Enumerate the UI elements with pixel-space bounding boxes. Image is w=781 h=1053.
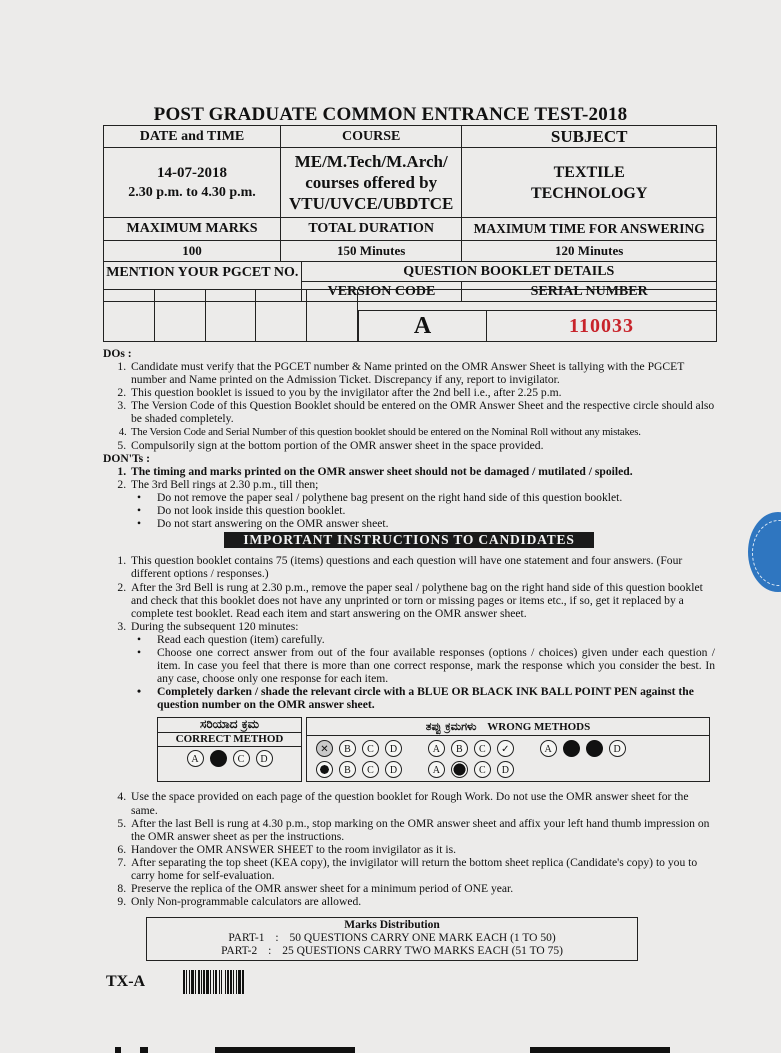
course-cell <box>281 148 462 218</box>
bubble-c-filled <box>586 740 603 757</box>
date-time-cell <box>104 148 281 218</box>
pgcet-digit-box[interactable] <box>306 289 358 342</box>
correct-method-bubbles <box>158 747 301 770</box>
donts-heading: DON'Ts : <box>103 451 150 465</box>
instruction-subitem: • Read each question (item) carefully. <box>155 633 715 646</box>
dos-item: 1. Candidate must verify that the PGCET number & Name printed on the OMR Answer Sheet is tallying with the PGCET number and Name printed on the Admission Ticket. Discrepancy if any, report to invigilator. <box>129 360 715 386</box>
dos-list <box>103 360 715 452</box>
bubble-d: D <box>497 761 514 778</box>
bubble-b-filled <box>210 750 227 767</box>
pgcet-digit-box[interactable] <box>103 289 154 342</box>
bubble-d: D <box>385 761 402 778</box>
dos-item: 4. The Version Code and Serial Number of this question booklet should be entered on the Nominal Roll without any mistakes. <box>129 426 715 439</box>
subject-line-1: TEXTILE <box>553 163 625 181</box>
dos-item: 5. Compulsorily sign at the bottom portion of the OMR answer sheet in the space provided. <box>129 439 715 452</box>
donts-subitem: • Do not start answering on the OMR answer sheet. <box>155 517 715 530</box>
instruction-item: 2. After the 3rd Bell is rung at 2.30 p.m., remove the paper seal / polythene bag on the right hand side of this question booklet and check that this booklet does not have any unprinted or torn or missing pages or items etc., if so, get it replaced by a complete test booklet. Read each item and start answering on the OMR answer sheet. <box>129 581 715 620</box>
instruction-item: 5. After the last Bell is rung at 4.30 p.m., stop marking on the OMR answer sheet and affix your left hand thumb impression on the OMR answer sheet as per the instructions. <box>129 817 715 843</box>
bubble-a-partial <box>316 761 333 778</box>
bubble-b: B <box>339 740 356 757</box>
total-duration-label: TOTAL DURATION <box>281 218 462 241</box>
part-2-label: PART-2 <box>221 945 258 957</box>
bubble-c: C <box>362 740 379 757</box>
correct-method-label: CORRECT METHOD <box>158 733 301 747</box>
bubble-a-crossed: ✕ <box>316 740 333 757</box>
date-time-label: DATE and TIME <box>104 126 281 148</box>
version-code-label: VERSION CODE <box>301 282 462 302</box>
instructions-sublist <box>103 633 715 712</box>
booklet-details-label: QUESTION BOOKLET DETAILS <box>301 262 716 282</box>
donts-subitem: • Do not look inside this question booklet. <box>155 504 715 517</box>
booklet-code: TX-A <box>106 973 146 990</box>
serial-number-value: 110033 <box>569 315 634 337</box>
instruction-item: 7. After separating the top sheet (KEA copy), the invigilator will return the bottom sheet replica (Candidate's copy) to you to carry home for self-evaluation. <box>129 856 715 882</box>
dos-heading: DOs : <box>103 347 132 360</box>
instruction-subitem: • Completely darken / shade the relevant circle with a BLUE OR BLACK INK BALL POINT PEN against the question number on the OMR answer sheet. <box>155 685 715 711</box>
bubble-c: C <box>474 761 491 778</box>
edge-mark <box>115 1047 121 1053</box>
bubble-c: C <box>362 761 379 778</box>
part-1-text: 50 QUESTIONS CARRY ONE MARK EACH (1 TO 50) <box>289 932 556 944</box>
subject-cell <box>462 148 717 218</box>
bubble-a: A <box>187 750 204 767</box>
wrong-methods-row-1 <box>307 736 709 759</box>
pgcet-digit-box[interactable] <box>154 289 205 342</box>
correct-method-kannada: ಸರಿಯಾದ ಕ್ರಮ <box>158 718 301 732</box>
correct-method-box <box>157 717 302 782</box>
subject-line-2: TECHNOLOGY <box>530 184 648 202</box>
important-instructions-banner: IMPORTANT INSTRUCTIONS TO CANDIDATES <box>224 532 594 548</box>
exam-time: 2.30 p.m. to 4.30 p.m. <box>128 184 256 200</box>
max-marks-label: MAXIMUM MARKS <box>104 218 281 241</box>
bubble-c: C <box>233 750 250 767</box>
pgcet-number-boxes <box>103 289 358 342</box>
course-label: COURSE <box>281 126 462 148</box>
pgcet-digit-box[interactable] <box>255 289 306 342</box>
instruction-item: 9. Only Non-programmable calculators are allowed. <box>129 895 715 908</box>
part-2-text: 25 QUESTIONS CARRY TWO MARKS EACH (51 TO 75) <box>282 945 563 957</box>
pgcet-label: MENTION YOUR PGCET NO. <box>104 262 302 302</box>
bubble-b: B <box>451 740 468 757</box>
course-line-1: ME/M.Tech/M.Arch/ <box>294 152 448 171</box>
donts-subitem: • Do not remove the paper seal / polythene bag present on the right hand side of this question booklet. <box>155 491 715 504</box>
exam-title: POST GRADUATE COMMON ENTRANCE TEST-2018 <box>153 104 628 125</box>
instructions-body <box>103 347 715 908</box>
serial-number-cell <box>487 310 717 342</box>
bubble-b-partial <box>451 761 468 778</box>
wrong-methods-header <box>307 718 709 736</box>
marking-methods <box>157 717 715 782</box>
donts-item: 1. The timing and marks printed on the OMR answer sheet should not be damaged / mutilated / spoiled. <box>129 465 715 478</box>
bubble-b-filled <box>563 740 580 757</box>
donts-sublist <box>103 491 715 530</box>
instruction-item: 1. This question booklet contains 75 (items) questions and each question will have one statement and four answers. (Four different options / responses.) <box>129 554 715 580</box>
instructions-list <box>103 554 715 633</box>
max-time-label: MAXIMUM TIME FOR ANSWERING <box>462 218 717 241</box>
max-time-value: 120 Minutes <box>462 241 717 262</box>
exam-details-table <box>103 125 717 302</box>
bubble-a: A <box>428 740 445 757</box>
edge-mark <box>215 1047 355 1053</box>
dos-item: 3. The Version Code of this Question Booklet should be entered on the OMR Answer Sheet and the respective circle should also be shaded completely. <box>129 399 715 425</box>
course-line-2: courses offered by <box>305 173 438 192</box>
max-marks-value: 100 <box>104 241 281 262</box>
serial-number-label: SERIAL NUMBER <box>462 282 717 302</box>
barcode-bar <box>242 970 244 994</box>
donts-list <box>103 465 715 491</box>
pgcet-digit-box[interactable] <box>205 289 256 342</box>
wrong-methods-box <box>306 717 710 782</box>
bubble-a: A <box>540 740 557 757</box>
edge-mark <box>530 1047 670 1053</box>
exam-date: 14-07-2018 <box>157 164 227 181</box>
part-1-label: PART-1 <box>228 932 265 944</box>
barcode <box>183 970 278 994</box>
course-line-3: VTU/UVCE/UBDTCE <box>289 194 454 213</box>
marks-distribution-title: Marks Distribution <box>344 919 440 931</box>
bubble-d: D <box>609 740 626 757</box>
total-duration-value: 150 Minutes <box>281 241 462 262</box>
bubble-c: C <box>474 740 491 757</box>
donts-item: 2. The 3rd Bell rings at 2.30 p.m., till then; <box>129 478 715 491</box>
wrong-methods-kannada: ತಪ್ಪು ಕ್ರಮಗಳು <box>425 720 477 734</box>
marks-part-1: PART-1 : 50 QUESTIONS CARRY ONE MARK EACH (1 TO 50) <box>228 932 556 944</box>
bubble-d-ticked: ✓ <box>497 740 514 757</box>
edge-mark <box>140 1047 148 1053</box>
bubble-b: B <box>339 761 356 778</box>
wrong-methods-label: WRONG METHODS <box>487 721 591 734</box>
instruction-item: 6. Handover the OMR ANSWER SHEET to the room invigilator as it is. <box>129 843 715 856</box>
version-code-value: A <box>358 310 487 342</box>
instruction-item: 4. Use the space provided on each page of the question booklet for Rough Work. Do not use the OMR answer sheet for the same. <box>129 790 715 816</box>
wrong-methods-row-2 <box>307 759 709 781</box>
instruction-subitem: • Choose one correct answer from out of the four available responses (options / choices) given under each question / item. In case you feel that there is more than one correct response, mark the response which you consider the best. In any case, choose only one response for each item. <box>155 646 715 685</box>
instruction-item: 8. Preserve the replica of the OMR answer sheet for a minimum period of ONE year. <box>129 882 715 895</box>
instructions-list-continued <box>103 790 715 908</box>
marks-part-2: PART-2 : 25 QUESTIONS CARRY TWO MARKS EACH (51 TO 75) <box>221 945 563 957</box>
instruction-item: 3. During the subsequent 120 minutes: <box>129 620 715 633</box>
marks-distribution-box <box>146 917 638 961</box>
bubble-d: D <box>385 740 402 757</box>
dos-item: 2. This question booklet is issued to you by the invigilator after the 2nd bell i.e., after 2.25 p.m. <box>129 386 715 399</box>
subject-label: SUBJECT <box>462 126 717 148</box>
bubble-d: D <box>256 750 273 767</box>
bubble-a: A <box>428 761 445 778</box>
